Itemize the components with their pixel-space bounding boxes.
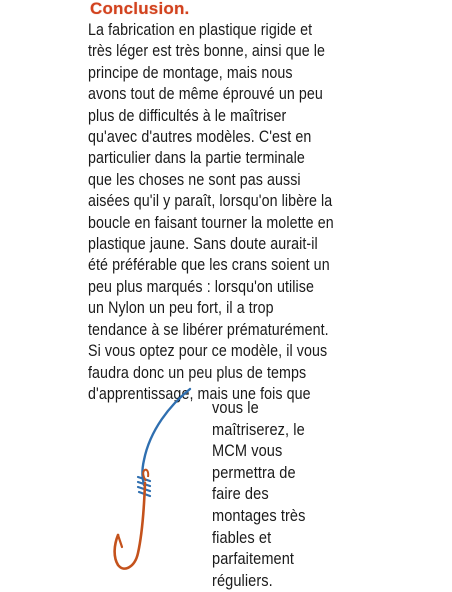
text-line: vous le: [212, 399, 259, 417]
text-line: maîtriserez, le: [212, 420, 305, 439]
main-paragraph: [88, 20, 423, 405]
text-line: faudra donc un peu plus de temps: [88, 363, 307, 382]
text-line: faire des: [212, 485, 269, 504]
text-line: peu plus marqués : lorsqu'on utilise: [88, 277, 315, 296]
text-line: plastique jaune. Sans doute aurait-il: [88, 235, 318, 254]
text-line: Si vous optez pour ce modèle, il vous: [88, 342, 328, 361]
text-line: qu'avec d'autres modèles. C'est en: [88, 128, 312, 147]
text-line: montages très: [212, 506, 306, 525]
text-line: MCM vous: [212, 442, 283, 461]
fishing-line: [142, 389, 190, 485]
narrow-column: [212, 398, 362, 592]
section-heading: Conclusion.: [90, 0, 190, 18]
text-line: avons tout de même éprouvé un peu: [88, 85, 323, 104]
fishing-hook-icon: [110, 385, 205, 580]
text-line: tendance à se libérer prématurément.: [88, 320, 329, 339]
text-line: La fabrication en plastique rigide et: [88, 21, 313, 39]
text-line: permettra de: [212, 463, 296, 482]
text-line: principe de montage, mais nous: [88, 63, 293, 82]
text-line: boucle en faisant tourner la molette en: [88, 213, 334, 232]
text-line: parfaitement: [212, 550, 295, 569]
text-line: fiables et: [212, 528, 272, 547]
text-line: très léger est très bonne, ainsi que le: [88, 42, 326, 61]
text-line: aisées qu'il y paraît, lorsqu'on libère la: [88, 192, 333, 211]
text-line: été préférable que les crans soient un: [88, 256, 330, 275]
text-line: plus de difficultés à le maîtriser: [88, 106, 287, 125]
article-body: [88, 0, 423, 405]
text-line: particulier dans la partie terminale: [88, 149, 305, 168]
text-line: que les choses ne sont pas aussi: [88, 170, 301, 189]
hook-body: [115, 483, 145, 569]
text-line: réguliers.: [212, 571, 273, 590]
text-line: d'apprentissage, mais une fois que: [88, 384, 311, 403]
text-line: un Nylon un peu fort, il a trop: [88, 299, 274, 318]
hook-barb: [118, 535, 122, 547]
